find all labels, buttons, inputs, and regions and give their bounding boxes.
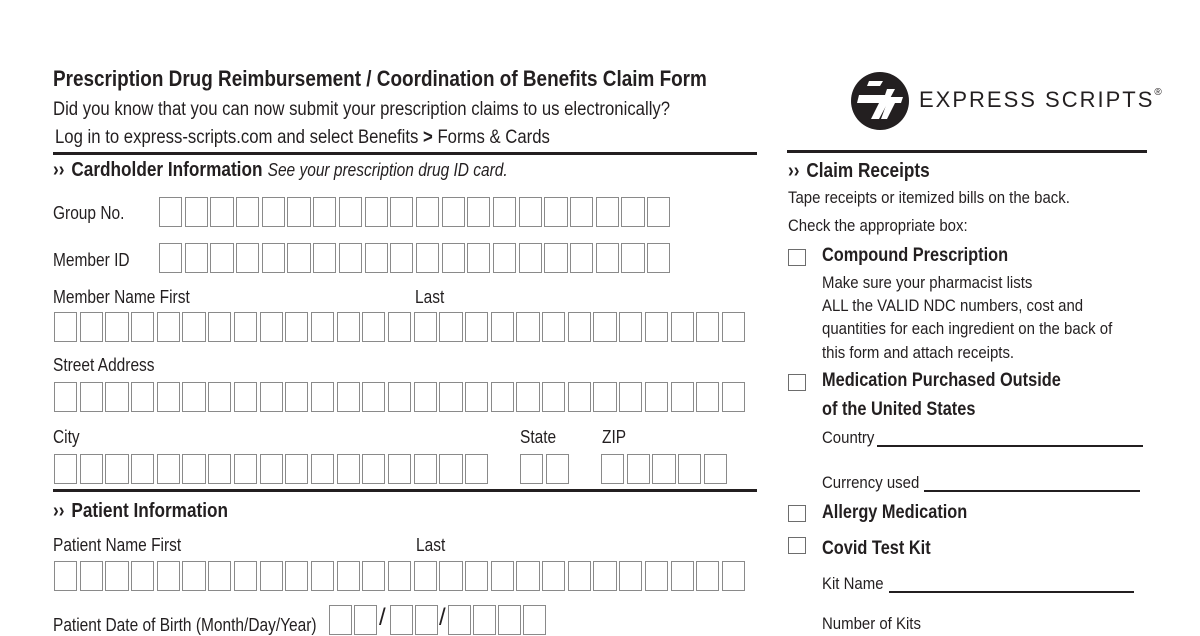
outside-us-label: of the United States (822, 399, 976, 420)
dob-year-input[interactable] (448, 605, 548, 635)
char-box[interactable] (339, 243, 362, 273)
country-input[interactable] (877, 445, 1143, 447)
dob-day-input[interactable] (390, 605, 440, 635)
state-label: State (520, 427, 557, 447)
char-box[interactable] (414, 454, 437, 484)
char-box[interactable] (619, 382, 642, 412)
char-box[interactable] (329, 605, 352, 635)
char-box[interactable] (593, 312, 616, 342)
char-box[interactable] (647, 197, 670, 227)
login-instructions: Log in to express-scripts.com and select Benefits > Forms & Cards (55, 127, 550, 148)
compound-prescription-checkbox[interactable] (788, 249, 806, 266)
char-box[interactable] (542, 382, 565, 412)
char-box[interactable] (313, 243, 336, 273)
char-box[interactable] (362, 454, 385, 484)
char-box[interactable] (337, 312, 360, 342)
char-box[interactable] (467, 243, 490, 273)
form-title: Prescription Drug Reimbursement / Coordination of Benefits Claim Form (53, 66, 707, 91)
char-box[interactable] (362, 382, 385, 412)
char-box[interactable] (568, 382, 591, 412)
zip-label: ZIP (602, 427, 627, 447)
char-box[interactable] (414, 382, 437, 412)
char-box[interactable] (414, 312, 437, 342)
allergy-medication-label: Allergy Medication (822, 502, 968, 523)
char-box[interactable] (390, 197, 413, 227)
char-box[interactable] (493, 197, 516, 227)
char-box[interactable] (311, 312, 334, 342)
char-box[interactable] (182, 382, 205, 412)
state-input[interactable] (520, 454, 571, 484)
char-box[interactable] (182, 561, 205, 591)
char-box[interactable] (473, 605, 496, 635)
char-box[interactable] (619, 561, 642, 591)
char-box[interactable] (131, 561, 154, 591)
char-box[interactable] (260, 561, 283, 591)
char-box[interactable] (157, 454, 180, 484)
street-address-input[interactable] (54, 382, 748, 412)
char-box[interactable] (262, 197, 285, 227)
char-box[interactable] (542, 312, 565, 342)
char-box[interactable] (362, 312, 385, 342)
char-box[interactable] (544, 197, 567, 227)
char-box[interactable] (442, 197, 465, 227)
char-box[interactable] (696, 561, 719, 591)
char-box[interactable] (696, 312, 719, 342)
char-box[interactable] (546, 454, 569, 484)
currency-input[interactable] (924, 490, 1140, 492)
char-box[interactable] (185, 197, 208, 227)
char-box[interactable] (542, 561, 565, 591)
char-box[interactable] (568, 561, 591, 591)
char-box[interactable] (523, 605, 546, 635)
group-no-label: Group No. (53, 203, 125, 223)
patient-heading: ›› Patient Information (53, 500, 229, 522)
char-box[interactable] (448, 605, 471, 635)
char-box[interactable] (627, 454, 650, 484)
char-box[interactable] (210, 197, 233, 227)
char-box[interactable] (696, 382, 719, 412)
char-box[interactable] (131, 312, 154, 342)
group-no-input[interactable] (159, 197, 673, 227)
char-box[interactable] (601, 454, 624, 484)
char-box[interactable] (621, 243, 644, 273)
char-box[interactable] (516, 312, 539, 342)
char-box[interactable] (439, 454, 462, 484)
char-box[interactable] (80, 561, 103, 591)
char-box[interactable] (131, 454, 154, 484)
char-box[interactable] (570, 243, 593, 273)
char-box[interactable] (365, 197, 388, 227)
outside-us-label: Medication Purchased Outside (822, 370, 1061, 391)
char-box[interactable] (645, 561, 668, 591)
currency-label: Currency used (822, 473, 920, 492)
char-box[interactable] (652, 454, 675, 484)
char-box[interactable] (105, 382, 128, 412)
char-box[interactable] (208, 454, 231, 484)
char-box[interactable] (498, 605, 521, 635)
dob-separator: / (439, 604, 446, 631)
char-box[interactable] (388, 312, 411, 342)
char-box[interactable] (365, 243, 388, 273)
outside-us-checkbox[interactable] (788, 374, 806, 391)
char-box[interactable] (260, 312, 283, 342)
char-box[interactable] (285, 312, 308, 342)
char-box[interactable] (208, 312, 231, 342)
char-box[interactable] (131, 382, 154, 412)
char-box[interactable] (80, 382, 103, 412)
char-box[interactable] (621, 197, 644, 227)
char-box[interactable] (54, 312, 77, 342)
char-box[interactable] (519, 197, 542, 227)
char-box[interactable] (388, 561, 411, 591)
char-box[interactable] (234, 312, 257, 342)
claim-receipts-heading: ›› Claim Receipts (788, 160, 930, 182)
char-box[interactable] (311, 454, 334, 484)
char-box[interactable] (234, 382, 257, 412)
char-box[interactable] (362, 561, 385, 591)
char-box[interactable] (339, 197, 362, 227)
covid-test-kit-checkbox[interactable] (788, 537, 806, 554)
chevron-icon: ›› (788, 160, 800, 182)
char-box[interactable] (678, 454, 701, 484)
char-box[interactable] (596, 243, 619, 273)
check-box-instruction: Check the appropriate box: (788, 216, 968, 235)
cardholder-note: See your prescription drug ID card. (267, 160, 508, 180)
char-box[interactable] (105, 454, 128, 484)
char-box[interactable] (54, 561, 77, 591)
cardholder-heading: ›› Cardholder Information See your prescription drug ID card. (53, 159, 508, 181)
dob-month-input[interactable] (329, 605, 379, 635)
logo-wordmark: EXPRESS SCRIPTS® (919, 87, 1164, 112)
char-box[interactable] (159, 243, 182, 273)
char-box[interactable] (516, 561, 539, 591)
compound-desc: this form and attach receipts. (822, 343, 1015, 362)
char-box[interactable] (671, 312, 694, 342)
char-box[interactable] (519, 243, 542, 273)
char-box[interactable] (157, 561, 180, 591)
char-box[interactable] (388, 454, 411, 484)
zip-input[interactable] (601, 454, 729, 484)
char-box[interactable] (722, 561, 745, 591)
char-box[interactable] (182, 454, 205, 484)
city-input[interactable] (54, 454, 491, 484)
char-box[interactable] (390, 605, 413, 635)
char-box[interactable] (185, 243, 208, 273)
char-box[interactable] (439, 561, 462, 591)
char-box[interactable] (414, 561, 437, 591)
char-box[interactable] (465, 382, 488, 412)
char-box[interactable] (54, 454, 77, 484)
char-box[interactable] (157, 382, 180, 412)
char-box[interactable] (262, 243, 285, 273)
char-box[interactable] (287, 197, 310, 227)
char-box[interactable] (415, 605, 438, 635)
char-box[interactable] (354, 605, 377, 635)
char-box[interactable] (596, 197, 619, 227)
compound-desc: quantities for each ingredient on the back of (822, 319, 1113, 338)
char-box[interactable] (236, 243, 259, 273)
char-box[interactable] (439, 382, 462, 412)
char-box[interactable] (311, 382, 334, 412)
char-box[interactable] (570, 197, 593, 227)
char-box[interactable] (105, 561, 128, 591)
char-box[interactable] (568, 312, 591, 342)
express-scripts-logo-icon (849, 71, 911, 136)
char-box[interactable] (234, 454, 257, 484)
member-id-input[interactable] (159, 243, 673, 273)
char-box[interactable] (544, 243, 567, 273)
kit-name-input[interactable] (889, 591, 1134, 593)
covid-test-kit-label: Covid Test Kit (822, 538, 931, 559)
char-box[interactable] (619, 312, 642, 342)
char-box[interactable] (442, 243, 465, 273)
member-name-first-label: Member Name First (53, 287, 190, 307)
char-box[interactable] (491, 561, 514, 591)
divider (787, 150, 1147, 153)
chevron-icon: ›› (53, 159, 65, 181)
patient-dob-label: Patient Date of Birth (Month/Day/Year) (53, 615, 317, 635)
char-box[interactable] (159, 197, 182, 227)
char-box[interactable] (54, 382, 77, 412)
char-box[interactable] (313, 197, 336, 227)
char-box[interactable] (722, 382, 745, 412)
compound-prescription-label: Compound Prescription (822, 245, 1009, 266)
char-box[interactable] (491, 382, 514, 412)
city-label: City (53, 427, 80, 447)
patient-name-last-label: Last (416, 535, 446, 555)
receipts-instruction: Tape receipts or itemized bills on the back. (788, 188, 1070, 207)
compound-desc: ALL the VALID NDC numbers, cost and (822, 296, 1084, 315)
char-box[interactable] (520, 454, 543, 484)
char-box[interactable] (157, 312, 180, 342)
char-box[interactable] (722, 312, 745, 342)
patient-name-input[interactable] (54, 561, 748, 591)
char-box[interactable] (337, 454, 360, 484)
char-box[interactable] (416, 197, 439, 227)
patient-name-first-label: Patient Name First (53, 535, 182, 555)
char-box[interactable] (671, 561, 694, 591)
char-box[interactable] (210, 243, 233, 273)
char-box[interactable] (285, 454, 308, 484)
char-box[interactable] (285, 561, 308, 591)
char-box[interactable] (516, 382, 539, 412)
chevron-icon: ›› (53, 500, 65, 522)
char-box[interactable] (311, 561, 334, 591)
member-name-last-label: Last (415, 287, 445, 307)
char-box[interactable] (208, 382, 231, 412)
char-box[interactable] (491, 312, 514, 342)
char-box[interactable] (439, 312, 462, 342)
char-box[interactable] (493, 243, 516, 273)
compound-desc: Make sure your pharmacist lists (822, 273, 1033, 292)
divider (53, 489, 757, 492)
street-address-label: Street Address (53, 355, 155, 375)
kit-name-label: Kit Name (822, 574, 884, 593)
char-box[interactable] (260, 382, 283, 412)
char-box[interactable] (465, 454, 488, 484)
char-box[interactable] (593, 382, 616, 412)
char-box[interactable] (80, 312, 103, 342)
char-box[interactable] (645, 382, 668, 412)
char-box[interactable] (337, 382, 360, 412)
member-id-label: Member ID (53, 250, 130, 270)
char-box[interactable] (465, 312, 488, 342)
char-box[interactable] (182, 312, 205, 342)
char-box[interactable] (467, 197, 490, 227)
char-box[interactable] (105, 312, 128, 342)
char-box[interactable] (236, 197, 259, 227)
char-box[interactable] (416, 243, 439, 273)
country-label: Country (822, 428, 875, 447)
divider (53, 152, 757, 155)
char-box[interactable] (260, 454, 283, 484)
char-box[interactable] (287, 243, 310, 273)
num-kits-label: Number of Kits (822, 614, 921, 633)
member-name-input[interactable] (54, 312, 748, 342)
dob-separator: / (379, 604, 386, 631)
char-box[interactable] (645, 312, 668, 342)
char-box[interactable] (80, 454, 103, 484)
char-box[interactable] (388, 382, 411, 412)
char-box[interactable] (208, 561, 231, 591)
char-box[interactable] (234, 561, 257, 591)
char-box[interactable] (647, 243, 670, 273)
char-box[interactable] (704, 454, 727, 484)
form-subtitle: Did you know that you can now submit your prescription claims to us electronically? (53, 99, 671, 120)
allergy-medication-checkbox[interactable] (788, 505, 806, 522)
char-box[interactable] (593, 561, 616, 591)
char-box[interactable] (465, 561, 488, 591)
char-box[interactable] (390, 243, 413, 273)
char-box[interactable] (671, 382, 694, 412)
char-box[interactable] (285, 382, 308, 412)
char-box[interactable] (337, 561, 360, 591)
